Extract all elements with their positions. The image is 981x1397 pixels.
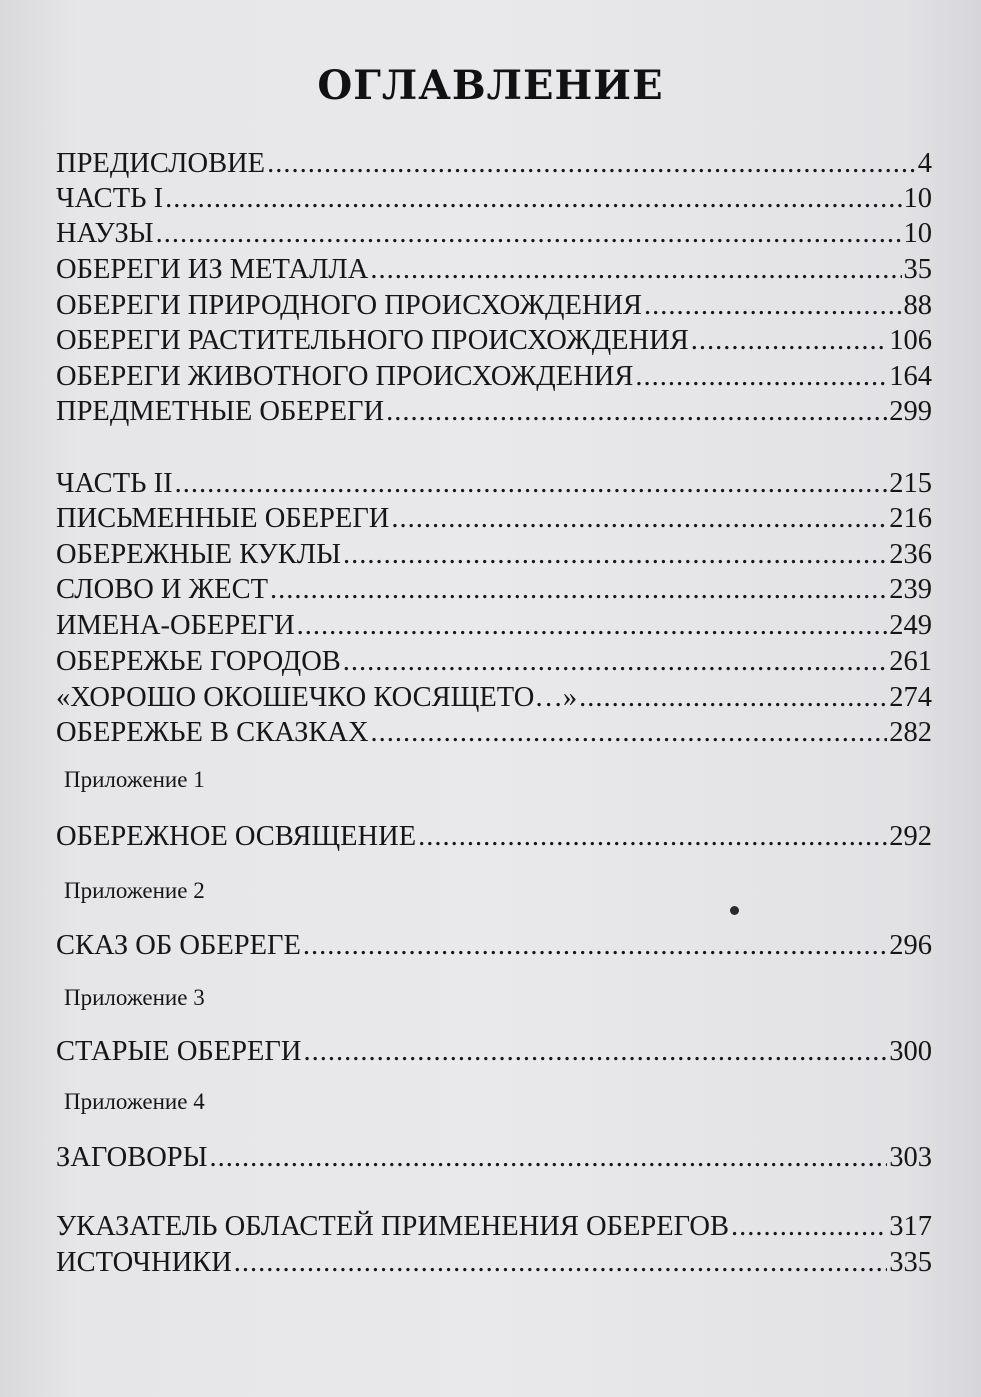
toc-entry-page: 164 [889,361,932,392]
toc-entry [56,644,932,680]
toc-entry [56,928,932,964]
toc-entry-label: ОБЕРЕЖЬЕ В СКАЗКАХ [56,717,369,748]
toc-entry [56,1034,932,1070]
toc-entry-label: ОБЕРЕГИ РАСТИТЕЛЬНОГО ПРОИСХОЖДЕНИЯ [56,325,689,356]
toc-entry [56,394,932,430]
toc-entry-page: 292 [889,821,932,852]
toc-entry-page: 249 [889,610,932,641]
toc-entry-label: УКАЗАТЕЛЬ ОБЛАСТЕЙ ПРИМЕНЕНИЯ ОБЕРЕГОВ [56,1211,729,1242]
toc-entry [56,146,932,182]
toc-entry [56,216,932,252]
toc-leader [370,252,901,288]
toc-leader [267,146,916,182]
toc-entry-page: 300 [889,1036,932,1067]
page-title: ОГЛАВЛЕНИЕ [317,62,664,109]
appendix-label: Приложение 3 [64,985,205,1010]
toc-entry [56,288,932,324]
toc-leader [371,715,888,751]
toc-entry-page: 35 [903,254,932,285]
toc-entry-label: ПРЕДМЕТНЫЕ ОБЕРЕГИ [56,396,385,427]
toc-leader [165,181,901,217]
toc-entry [56,359,932,395]
toc-entry-page: 239 [889,574,932,605]
toc-leader [303,928,887,964]
toc-entry [56,1245,932,1281]
toc-entry-page: 10 [903,183,932,214]
toc-entry-page: 236 [889,539,932,570]
toc-entry-label: СЛОВО И ЖЕСТ [56,574,268,605]
toc-entry [56,501,932,537]
toc-entry-page: 299 [889,396,932,427]
toc-leader [391,501,887,537]
toc-entry-page: 88 [903,290,932,321]
toc-leader [635,359,887,395]
toc-entry-page: 282 [889,717,932,748]
toc-entry-label: НАУЗЫ [56,218,154,249]
appendix-label: Приложение 1 [64,767,205,792]
toc-entry-label: ОБЕРЕЖЬЕ ГОРОДОВ [56,646,341,677]
toc-entry-page: 261 [889,646,932,677]
toc-entry-label: ПРЕДИСЛОВИЕ [56,148,266,179]
toc-entry-page: 216 [889,503,932,534]
toc-entry [56,680,932,716]
toc-entry [56,252,932,288]
toc-leader [418,819,887,855]
toc-entry-page: 335 [889,1247,932,1278]
toc-entry [56,1140,932,1176]
toc-entry-label: ОБЕРЕЖНОЕ ОСВЯЩЕНИЕ [56,821,417,852]
toc-leader [234,1245,887,1281]
toc-entry-label: ЗАГОВОРЫ [56,1142,208,1173]
toc-leader [386,394,887,430]
toc-entry-label: ОБЕРЕГИ ЖИВОТНОГО ПРОИСХОЖДЕНИЯ [56,361,634,392]
toc-entry-page: 303 [889,1142,932,1173]
toc-entry-page: 4 [917,148,932,179]
toc-entry-label: ОБЕРЕЖНЫЕ КУКЛЫ [56,539,341,570]
toc-leader [343,537,887,573]
appendix-label: Приложение 2 [64,878,205,903]
toc-entry [56,819,932,855]
toc-entry-label: ЧАСТЬ II [56,468,173,499]
toc-entry-label: СКАЗ ОБ ОБЕРЕГЕ [56,930,301,961]
toc-leader [579,680,887,716]
toc-entry-label: ПИСЬМЕННЫЕ ОБЕРЕГИ [56,503,390,534]
ink-speck [730,906,739,915]
toc-leader [644,288,901,324]
toc-entry [56,1209,932,1245]
toc-leader [270,572,887,608]
toc-entry-page: 317 [889,1211,932,1242]
toc-leader [343,644,887,680]
appendix-label: Приложение 4 [64,1089,205,1114]
toc-entry [56,537,932,573]
toc-entry [56,466,932,502]
toc-entry-label: ОБЕРЕГИ ИЗ МЕТАЛЛА [56,254,369,285]
toc-entry-label: ИМЕНА-ОБЕРЕГИ [56,610,295,641]
toc-entry-page: 296 [889,930,932,961]
toc-entry-page: 274 [889,682,932,713]
toc-entry-page: 215 [889,468,932,499]
toc-entry [56,715,932,751]
toc-entry [56,181,932,217]
toc-entry-page: 106 [889,325,932,356]
toc-entry [56,323,932,359]
toc-leader [691,323,888,359]
toc-entry [56,572,932,608]
toc-entry-label: «ХОРОШО ОКОШЕЧКО КОСЯЩЕТО…» [56,682,578,713]
toc-leader [156,216,902,252]
toc-leader [210,1140,888,1176]
toc-entry-label: ОБЕРЕГИ ПРИРОДНОГО ПРОИСХОЖДЕНИЯ [56,290,643,321]
toc-leader [297,608,888,644]
toc-leader [304,1034,888,1070]
toc-leader [175,466,888,502]
toc-entry-label: ИСТОЧНИКИ [56,1247,232,1278]
toc-entry-label: СТАРЫЕ ОБЕРЕГИ [56,1036,302,1067]
toc-leader [731,1209,887,1245]
toc-entry-label: ЧАСТЬ I [56,183,164,214]
toc-entry [56,608,932,644]
toc-entry-page: 10 [903,218,932,249]
